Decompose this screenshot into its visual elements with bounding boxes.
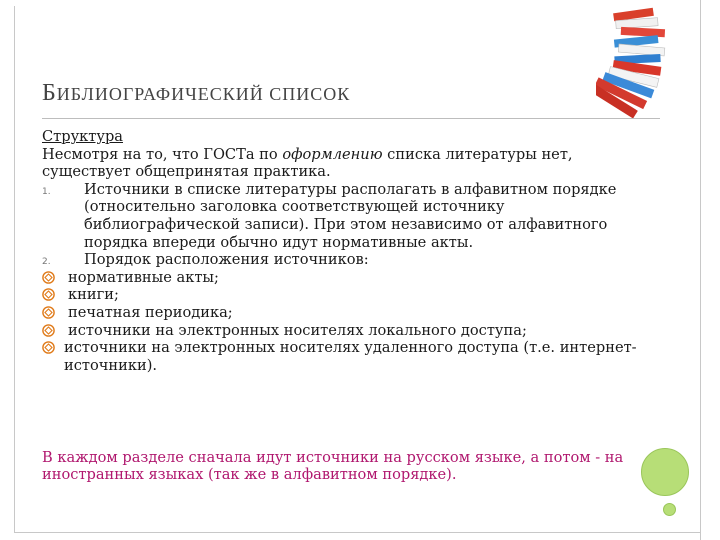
item-number: 1. — [42, 186, 51, 197]
slide-title — [42, 80, 350, 107]
item-text: Источники в списке литературы располагать в алфавитном порядке (относительно заголовка соответствующей источнику библиографической записи). При этом независимо от алфавитного порядка впереди обычно идут нормативные акты. — [84, 180, 617, 251]
decorative-circle-large — [641, 448, 689, 496]
title-rest: ИБЛИОГРАФИЧЕСКИЙ СПИСОК — [56, 84, 351, 104]
bullet-item — [42, 269, 642, 287]
circle-diamond-bullet-icon — [42, 341, 55, 354]
bullet-text: печатная периодика; — [68, 303, 233, 321]
bullet-text: нормативные акты; — [68, 268, 219, 286]
bullet-item — [42, 339, 642, 374]
subheading: Структура — [42, 128, 123, 145]
bullet-item — [42, 304, 642, 322]
slide-body — [42, 128, 642, 374]
bullet-text: книги; — [68, 286, 119, 304]
circle-diamond-bullet-icon — [42, 324, 55, 337]
bullet-item — [42, 322, 642, 340]
bullet-item — [42, 286, 642, 304]
circle-diamond-bullet-icon — [42, 306, 55, 319]
item-number: 2. — [42, 257, 51, 268]
title-divider — [42, 118, 660, 119]
intro-italic: оформлению — [282, 145, 383, 163]
title-first-letter: Б — [42, 80, 57, 106]
circle-diamond-bullet-icon — [42, 271, 55, 284]
numbered-item-2 — [42, 251, 642, 269]
intro-paragraph — [42, 146, 642, 181]
decorative-circle-small — [663, 503, 676, 516]
item-text: Порядок расположения источников: — [84, 251, 369, 269]
circle-diamond-bullet-icon — [42, 288, 55, 301]
bullet-text: источники на электронных носителях локального доступа; — [68, 321, 527, 339]
book-stack-icon — [596, 6, 686, 130]
numbered-item-1 — [42, 181, 642, 251]
intro-before: Несмотря на то, что ГОСТа по — [42, 145, 283, 163]
bullet-text: источники на электронных носителях удаленного доступа (т.е. интернет-источники). — [64, 339, 637, 374]
slide-edge-line — [700, 0, 701, 540]
intro-after: списка литературы нет, существует общепринятая практика. — [42, 145, 573, 181]
note-paragraph: В каждом разделе сначала идут источники на русском языке, а потом - на иностранных языках (так же в алфавитном порядке). — [42, 448, 624, 484]
